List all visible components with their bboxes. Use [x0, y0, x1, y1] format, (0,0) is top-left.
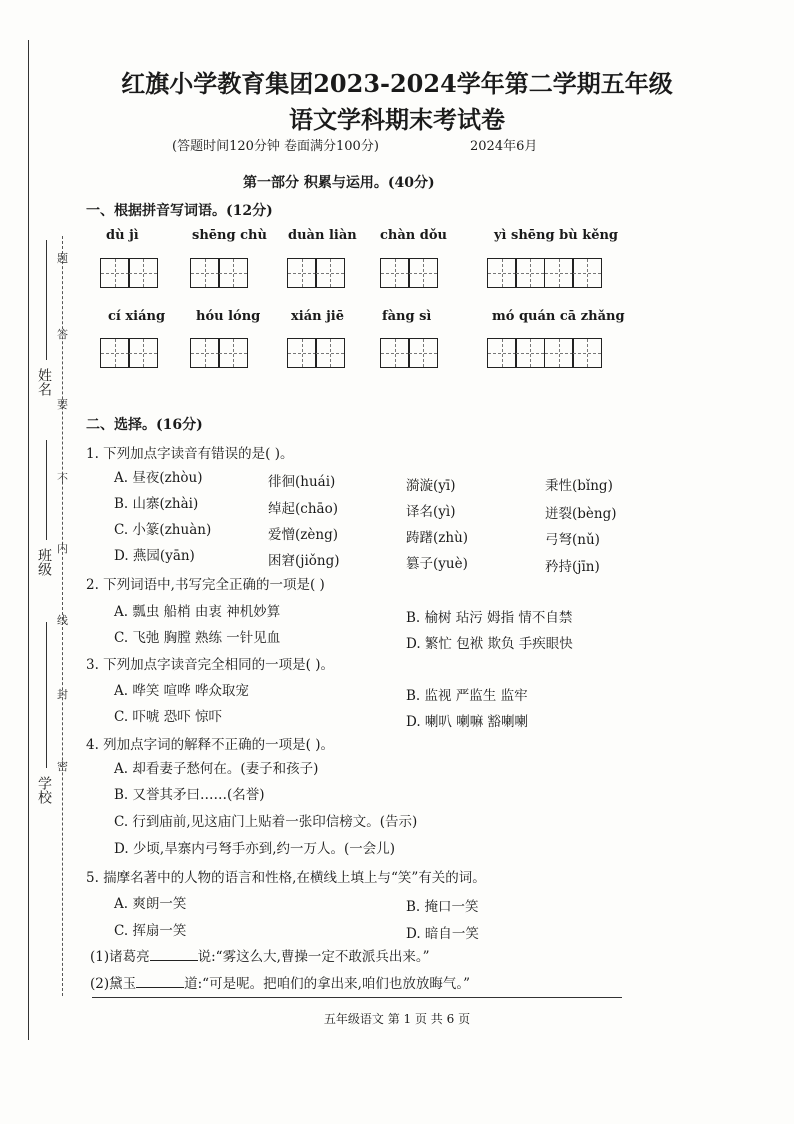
q4-stem: 4. 列加点字词的解释不正确的一项是( )。: [86, 737, 334, 753]
section2-title: 二、选择。(16分): [86, 417, 203, 433]
binding-edge-line: [28, 40, 29, 1040]
q5-sentence-2: [90, 972, 470, 992]
answer-grid[interactable]: [487, 258, 601, 288]
q1-option-a-word: 秉性(bǐng): [545, 478, 613, 494]
q1-option-b[interactable]: B. 山寨(zhài): [114, 496, 199, 512]
q1-option-c-word: 弓弩(nǔ): [545, 532, 600, 548]
pinyin-label: chàn dǒu: [380, 228, 447, 243]
q1-option-b-word: 绰起(chāo): [268, 501, 338, 517]
q1-stem: 1. 下列加点字读音有错误的是( )。: [86, 446, 294, 462]
class-field[interactable]: [46, 440, 47, 540]
q1-option-a[interactable]: A. 昼夜(zhòu): [114, 470, 203, 486]
answer-grid[interactable]: [287, 338, 344, 368]
q1-option-a-word: 漪漩(yī): [406, 478, 456, 494]
seal-char: 密: [57, 760, 68, 773]
q2-stem: 2. 下列词语中,书写完全正确的一项是( ): [86, 577, 325, 593]
q5-s2-suffix: 道:“可是呢。把咱们的拿出来,咱们也放放晦气。”: [184, 976, 471, 992]
q4-option-b[interactable]: B. 又誉其矛曰……(名誉): [114, 787, 265, 803]
seal-char: 线: [57, 614, 68, 627]
q1-option-d-word: 篡子(yuè): [406, 556, 468, 572]
pinyin-label: shēng chù: [192, 228, 267, 243]
school-field[interactable]: [46, 622, 47, 768]
pinyin-label: xián jiē: [291, 309, 345, 324]
q2-option-b[interactable]: B. 榆树 玷污 姆指 情不自禁: [406, 610, 573, 626]
q5-stem: 5. 揣摩名著中的人物的语言和性格,在横线上填上与“笑”有关的词。: [86, 870, 486, 886]
q1-option-d[interactable]: D. 燕园(yān): [114, 548, 195, 564]
q3-option-c[interactable]: C. 吓唬 恐吓 惊吓: [114, 709, 223, 725]
name-label: 姓名: [36, 368, 52, 396]
seal-char: 内: [57, 542, 68, 555]
q5-option-a[interactable]: A. 爽朗一笑: [114, 896, 187, 912]
pinyin-label: mó quán cā zhǎng: [492, 309, 625, 324]
seal-char: 封: [57, 688, 68, 701]
q3-option-b[interactable]: B. 监视 严监生 监牢: [406, 688, 528, 704]
q5-s1-prefix: (1)诸葛亮: [90, 949, 150, 965]
seal-char: 答: [57, 328, 68, 341]
q1-option-c-word: 踌躇(zhù): [406, 530, 469, 546]
answer-grid[interactable]: [287, 258, 344, 288]
q2-option-d[interactable]: D. 繁忙 包袱 欺负 手疾眼快: [406, 636, 573, 652]
seal-char: 要: [57, 398, 68, 411]
q5-sentence-1: [90, 945, 430, 965]
q5-option-c[interactable]: C. 挥扇一笑: [114, 923, 187, 939]
q4-option-d[interactable]: D. 少顷,旱寨内弓弩手亦到,约一万人。(一会儿): [114, 841, 396, 857]
q5-s2-prefix: (2)黛玉: [90, 976, 137, 992]
q5-s2-blank[interactable]: [136, 975, 184, 988]
answer-grid[interactable]: [487, 338, 601, 368]
section1-title: 一、根据拼音写词语。(12分): [86, 203, 273, 219]
footer-divider: [92, 997, 622, 998]
answer-grid[interactable]: [380, 338, 437, 368]
exam-title-line2: 语文学科期末考试卷: [289, 105, 505, 134]
q1-option-d-word: 困窘(jiǒng): [268, 553, 340, 569]
answer-grid[interactable]: [100, 338, 157, 368]
q4-option-c[interactable]: C. 行到庙前,见这庙门上贴着一张印信榜文。(告示): [114, 814, 418, 830]
q5-option-d[interactable]: D. 暗自一笑: [406, 926, 479, 942]
q2-option-c[interactable]: C. 飞弛 胸膛 熟练 一针见血: [114, 630, 281, 646]
name-field[interactable]: [46, 240, 47, 360]
pinyin-label: dù jì: [106, 228, 139, 243]
q3-option-d[interactable]: D. 喇叭 喇嘛 豁喇喇: [406, 714, 529, 730]
q1-option-b-word: 迸裂(bèng): [545, 506, 617, 522]
q1-option-d-word: 矜持(jīn): [545, 559, 600, 575]
pinyin-label: hóu lóng: [196, 309, 261, 324]
q1-option-a-word: 徘徊(huái): [268, 474, 336, 490]
exam-date: 2024年6月: [470, 139, 538, 154]
answer-grid[interactable]: [100, 258, 157, 288]
q1-option-c-word: 爱憎(zèng): [268, 527, 338, 543]
part1-title: 第一部分 积累与运用。(40分): [243, 175, 435, 191]
q5-s1-suffix: 说:“雾这么大,曹操一定不敢派兵出来。”: [197, 949, 430, 965]
q5-s1-blank[interactable]: [150, 948, 198, 961]
page-footer: 五年级语文 第 1 页 共 6 页: [323, 1012, 471, 1026]
class-label: 班级: [36, 548, 52, 576]
q2-option-a[interactable]: A. 瓢虫 船梢 由衷 神机妙算: [114, 604, 281, 620]
q1-option-b-word: 译名(yì): [406, 504, 456, 520]
answer-grid[interactable]: [190, 258, 247, 288]
pinyin-label: cí xiáng: [108, 309, 166, 324]
q1-option-c[interactable]: C. 小篆(zhuàn): [114, 522, 212, 538]
q5-option-b[interactable]: B. 掩口一笑: [406, 899, 479, 915]
answer-grid[interactable]: [190, 338, 247, 368]
q4-option-a[interactable]: A. 却看妻子愁何在。(妻子和孩子): [114, 761, 319, 777]
exam-title-line1: 红旗小学教育集团2023-2024学年第二学期五年级: [121, 69, 673, 98]
seal-char: 题: [57, 252, 68, 265]
pinyin-label: fàng sì: [382, 309, 432, 324]
pinyin-label: yì shēng bù kěng: [494, 228, 619, 243]
answer-grid[interactable]: [380, 258, 437, 288]
q3-stem: 3. 下列加点字读音完全相同的一项是( )。: [86, 657, 334, 673]
seal-char: 不: [57, 472, 68, 485]
q3-option-a[interactable]: A. 哗笑 喧哗 哗众取宠: [114, 683, 249, 699]
school-label: 学校: [36, 776, 52, 804]
exam-time-info: (答题时间120分钟 卷面满分100分): [172, 139, 379, 154]
pinyin-label: duàn liàn: [288, 228, 357, 243]
